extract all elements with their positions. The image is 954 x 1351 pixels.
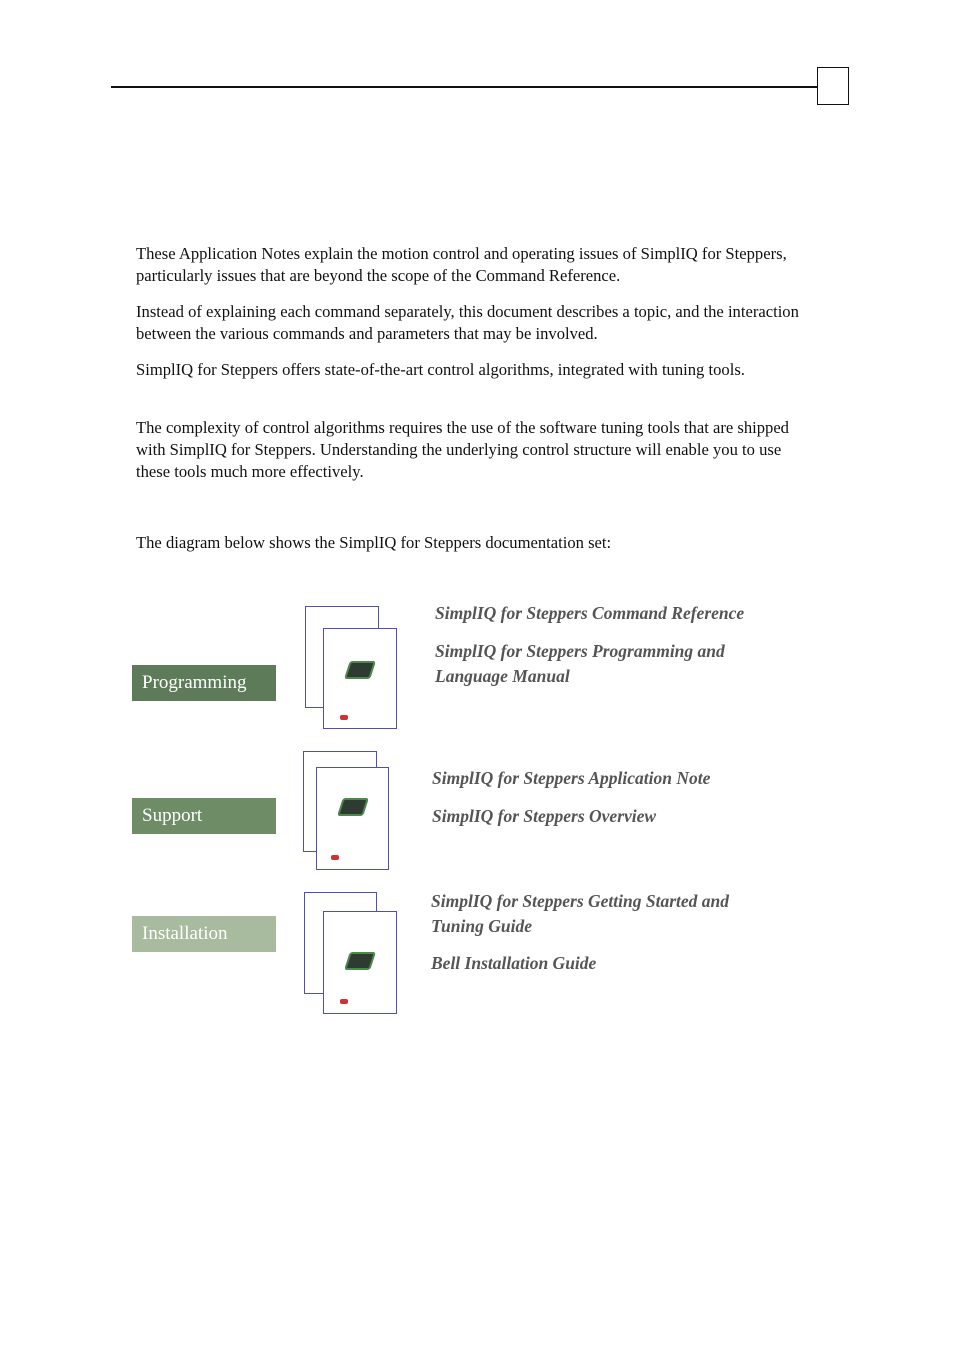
doc-title: SimplIQ for Steppers Getting Started and [431,891,730,911]
doc-title: Bell Installation Guide [431,953,597,973]
intro-paragraph-2: Instead of explaining each command separately, this document describes a topic, and the interaction between the various commands and parameters that may be involved. [136,302,799,343]
installation-book-front-cover [323,911,397,1014]
diagram-intro: The diagram below shows the SimplIQ for Steppers documentation set: [136,533,612,552]
doc-title: SimplIQ for Steppers Command Reference [435,603,745,623]
drive-image [337,798,369,816]
drive-image [344,661,376,679]
logo-icon [340,999,348,1004]
intro-paragraph-1: These Application Notes explain the motion control and operating issues of SimplIQ for Steppers, particularly issues that are beyond the scope of the Command Reference. [136,244,787,285]
programming-label: Programming [132,665,276,701]
doc-title: SimplIQ for Steppers Overview [432,806,657,826]
doc-title: SimplIQ for Steppers Programming and [435,641,725,661]
doc-title: Language Manual [435,666,570,686]
logo-icon [331,855,339,860]
drive-image [344,952,376,970]
intro-paragraph-3: SimplIQ for Steppers offers state-of-the-art control algorithms, integrated with tuning tools. [136,360,745,379]
doc-title: SimplIQ for Steppers Application Note [432,768,711,788]
header-rule [111,86,818,88]
doc-title: Tuning Guide [431,916,532,936]
support-book-front-cover [316,767,389,870]
logo-icon [340,715,348,720]
page-number-box [817,67,849,105]
programming-book-front-cover [323,628,397,729]
support-label: Support [132,798,276,834]
installation-label: Installation [132,916,276,952]
intro-paragraph-4: The complexity of control algorithms requires the use of the software tuning tools that are shipped with SimplIQ for Steppers. Understanding the underlying control structure will enable you to use these tools much more effectively. [136,418,789,481]
